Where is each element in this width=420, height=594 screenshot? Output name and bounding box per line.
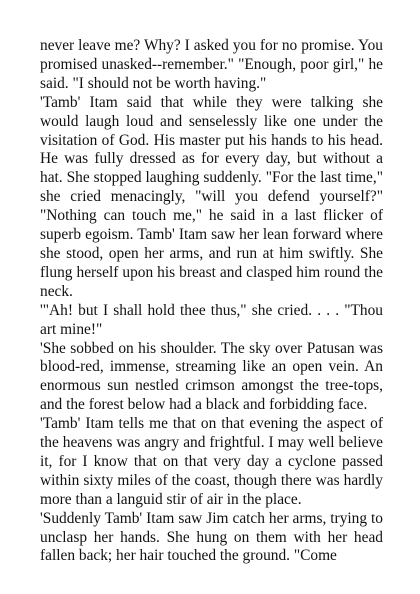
document-page [40,37,383,566]
paragraph-3: '"Ah! but I shall hold thee thus," she cried. . . . "Thou art mine!" [40,301,383,338]
paragraph-1: never leave me? Why? I asked you for no promise. You promised unasked--remember." "Enough, poor girl," he said. "I should not be worth having." [40,37,383,92]
paragraph-5: 'Tamb' Itam tells me that on that evening the aspect of the heavens was angry and frightful. I may well believe it, for I know that on that very day a cyclone passed within sixty miles of the coast, though there was hardly more than a languid stir of air in the place. [40,415,383,508]
paragraph-2: 'Tamb' Itam said that while they were talking she would laugh loud and senselessly like one under the visitation of God. His master put his hands to his head. He was fully dressed as for every day, but without a hat. She stopped laughing suddenly. "For the last time," she cried menacingly, "will you defend yourself?" "Nothing can touch me," he said in a last flicker of superb egoism. Tamb' Itam saw her lean forward where she stood, open her arms, and run at him swiftly. She flung herself upon his breast and clasped him round the neck. [40,93,383,300]
paragraph-4: 'She sobbed on his shoulder. The sky over Patusan was blood-red, immense, streaming like an open vein. An enormous sun nestled crimson amongst the tree-tops, and the forest below had a black and forbidding face. [40,339,383,414]
paragraph-6: 'Suddenly Tamb' Itam saw Jim catch her arms, trying to unclasp her hands. She hung on them with her head fallen back; her hair touched the ground. "Come [40,509,383,565]
